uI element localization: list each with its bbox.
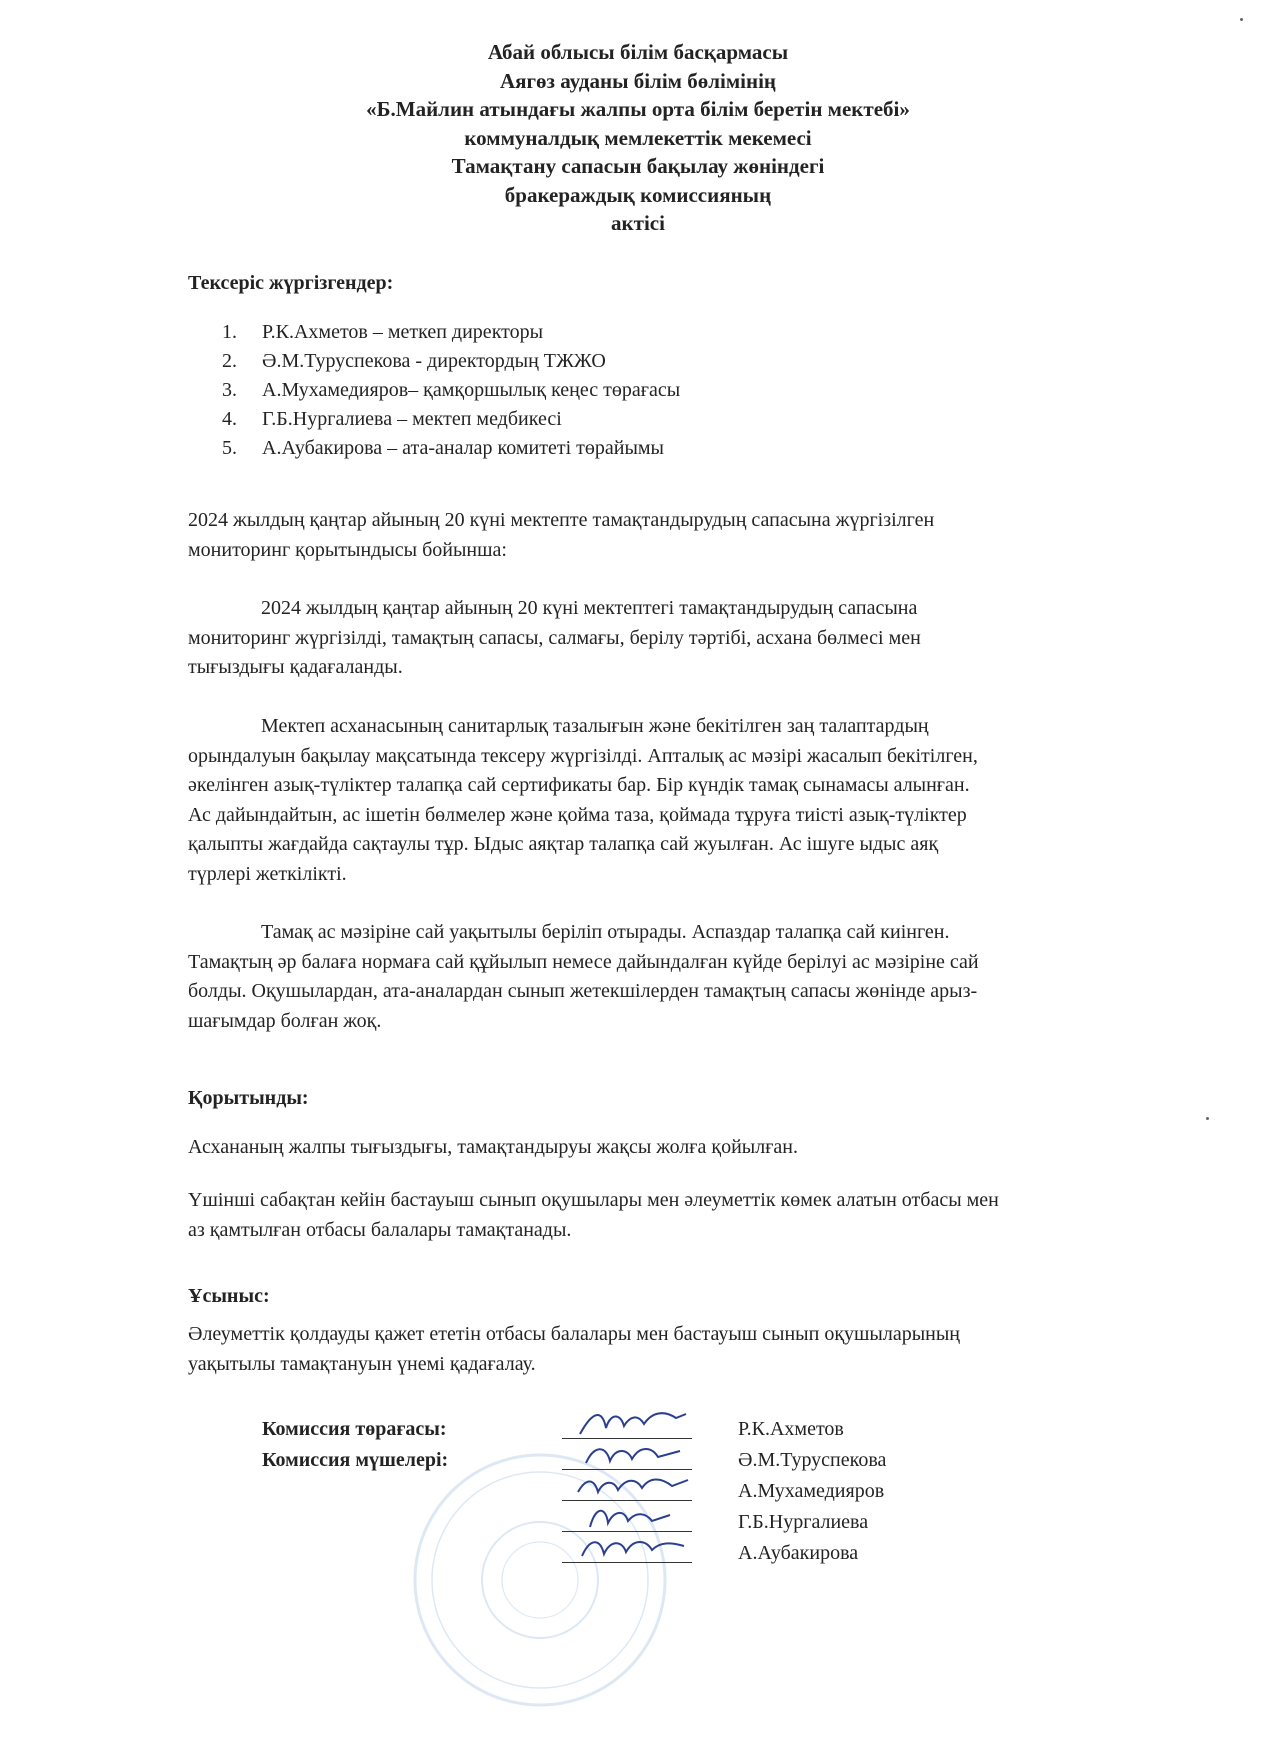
serving-paragraph (188, 918, 1203, 1036)
header-line: коммуналдық мемлекеттік мекемесі (464, 125, 812, 150)
recommendation-text (188, 1320, 1203, 1379)
header-line: Абай облысы білім басқармасы (487, 40, 789, 64)
intro-paragraph (188, 506, 1203, 565)
commission-chair-label: Комиссия төрағасы: (262, 1418, 447, 1440)
signatory-name: А.Аубакирова (738, 1542, 859, 1564)
text-line: Әлеуметтік қолдауды қажет ететін отбасы балалары мен бастауыш сынып оқушыларының (188, 1323, 961, 1345)
sanitary-paragraph (188, 712, 1203, 889)
monitoring-paragraph (188, 594, 1203, 683)
recommendation-heading: Ұсыныс: (188, 1285, 270, 1307)
signatory-name: Ә.М.Туруспекова (738, 1449, 887, 1471)
signatory-name: А.Мухамедияров (738, 1480, 885, 1502)
list-text: Ә.М.Туруспекова - директордың ТЖЖО (262, 350, 606, 372)
text-line: орындалуын бақылау мақсатында тексеру жүргізілді. Апталық ас мәзірі жасалып бекітілген, (188, 744, 978, 767)
list-number: 4. (222, 408, 237, 430)
list-item (222, 347, 680, 376)
text-line: тығыздығы қадағаланды. (188, 656, 403, 678)
text-line: болды. Оқушылардан, ата-аналардан сынып жетекшілерден тамақтың сапасы жөнінде арыз- (188, 980, 978, 1002)
text-line: шағымдар болған жоқ. (188, 1009, 382, 1032)
text-line: Асхананың жалпы тығыздығы, тамақтандыруы жақсы жолға қойылған. (188, 1136, 798, 1158)
header-line: бракераждық комиссияның (504, 182, 772, 207)
text-line: уақытылы тамақтануын үнемі қадағалау. (188, 1352, 536, 1375)
signature-line (562, 1562, 692, 1563)
scan-speck (1240, 18, 1243, 21)
document-title: актісі (611, 211, 665, 235)
conclusion-text (188, 1186, 1203, 1245)
text-line: Тамақ ас мәзіріне сай уақытылы беріліп отырады. Аспаздар талапқа сай киінген. (261, 921, 950, 943)
text-line: түрлері жеткілікті. (188, 862, 347, 885)
header-line: Тамақтану сапасын бақылау жөніндегі (451, 154, 825, 178)
commission-members-label: Комиссия мүшелері: (262, 1449, 449, 1471)
text-line: қалыпты жағдайда сақтаулы тұр. Ыдыс аяқтар талапқа сай жуылған. Ас ішуге ыдыс аяқ (188, 833, 939, 855)
list-text: Г.Б.Нургалиева – мектеп медбикесі (262, 408, 562, 430)
text-line: 2024 жылдың қаңтар айының 20 күні мектепте тамақтандырудың сапасына жүргізілген (188, 509, 935, 531)
header-line: Аягөз ауданы білім бөлімінің (499, 68, 777, 93)
list-item (222, 376, 680, 405)
conclusion-text (188, 1133, 1203, 1163)
text-line: Тамақтың әр балаға нормаға сай құйылып немесе дайындалған күйде берілуі ас мәзіріне сай (188, 950, 979, 973)
text-line: 2024 жылдың қаңтар айының 20 күні мектептегі тамақтандырудың сапасына (261, 597, 918, 619)
list-item (222, 405, 680, 434)
text-line: аз қамтылған отбасы балалары тамақтанады. (188, 1218, 572, 1241)
inspectors-heading: Тексеріс жүргізгендер: (188, 272, 394, 294)
signatory-name: Р.К.Ахметов (738, 1418, 844, 1440)
text-line: Ас дайындайтын, ас ішетін бөлмелер және қойма таза, қоймада тұруға тиісті азық-түліктер (188, 803, 967, 826)
list-number: 2. (222, 350, 237, 372)
conclusion-heading: Қорытынды: (188, 1087, 309, 1109)
list-number: 5. (222, 437, 237, 459)
text-line: Үшінші сабақтан кейін бастауыш сынып оқушылары мен әлеуметтік көмек алатын отбасы мен (188, 1189, 999, 1211)
text-line: мониторинг жүргізілді, тамақтың сапасы, салмағы, берілу тәртібі, асхана бөлмесі мен (188, 626, 921, 649)
list-item (222, 318, 680, 347)
list-number: 3. (222, 379, 237, 401)
list-number: 1. (222, 321, 237, 343)
scan-speck (1206, 1117, 1209, 1120)
inspectors-list (222, 318, 680, 463)
header-line: «Б.Майлин атындағы жалпы орта білім беретін мектебі» (366, 97, 910, 121)
handwritten-signature (572, 1528, 692, 1566)
list-text: А.Аубакирова – ата-аналар комитеті төрайымы (262, 437, 664, 459)
text-line: мониторинг қорытындысы бойынша: (188, 538, 507, 561)
list-text: А.Мухамедияров– қамқоршылық кеңес төрағасы (262, 379, 681, 401)
text-line: Мектеп асханасының санитарлық тазалығын және бекітілген заң талаптардың (261, 715, 929, 737)
list-item (222, 434, 680, 463)
text-line: әкелінген азық-түліктер талапқа сай сертификаты бар. Бір күндік тамақ сынамасы алынған. (188, 774, 970, 796)
signatory-name: Г.Б.Нургалиева (738, 1511, 869, 1533)
list-text: Р.К.Ахметов – меткеп директоры (262, 321, 544, 343)
document-header (0, 38, 1276, 238)
